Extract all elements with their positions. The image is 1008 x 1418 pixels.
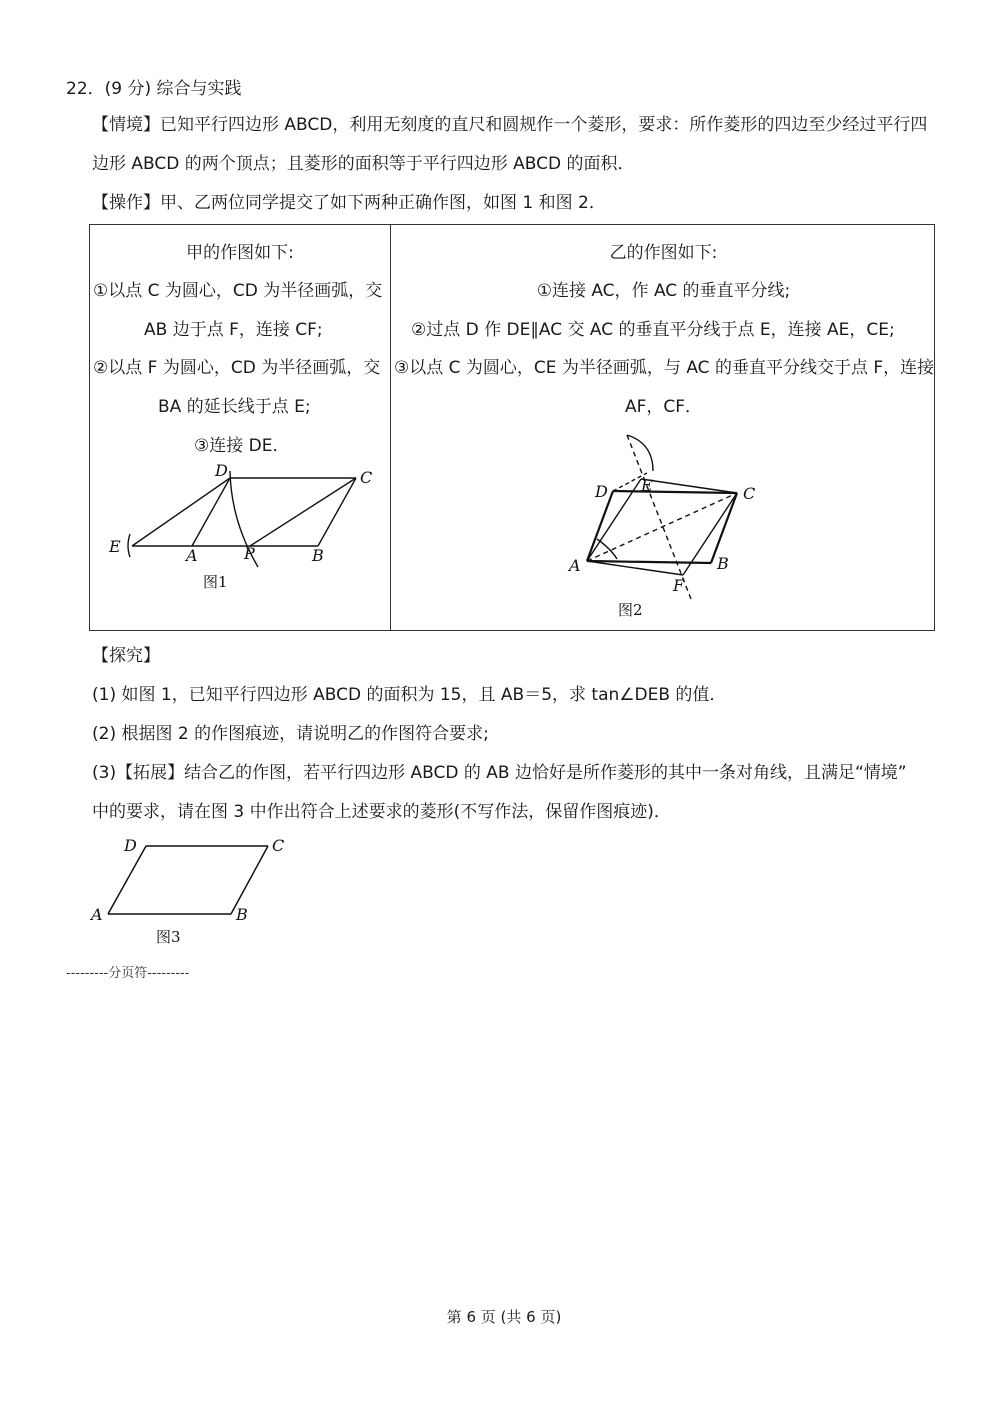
jia-step-1b: AB 边于点 F，连接 CF; [144, 320, 323, 340]
yi-step-1: ①连接 AC，作 AC 的垂直平分线; [536, 281, 791, 301]
jia-step-3: ③连接 DE． [194, 436, 290, 456]
segment-pc [250, 478, 356, 546]
explore-q3-line-2: 中的要求，请在图 3 中作出符合上述要求的菱形(不写作法，保留作图痕迹)． [92, 802, 671, 822]
segment-ad [108, 846, 146, 914]
label-f: F [673, 576, 685, 595]
label-e: E [109, 537, 121, 556]
explore-heading: 【探究】 [92, 646, 160, 666]
segment-bc [711, 493, 737, 563]
explore-q2: (2) 根据图 2 的作图痕迹，请说明乙的作图符合要求; [92, 724, 489, 744]
label-d: D [124, 836, 137, 855]
label-a: A [91, 905, 103, 924]
label-c: C [360, 468, 373, 487]
figure-1 [90, 461, 390, 621]
label-b: B [236, 905, 248, 924]
yi-heading: 乙的作图如下: [609, 243, 718, 263]
figure-1-caption: 图1 [203, 573, 228, 591]
label-c: C [272, 836, 285, 855]
figure-3 [86, 832, 306, 952]
situation-line-1: 【情境】已知平行四边形 ABCD，利用无刻度的直尺和圆规作一个菱形，要求：所作菱形的四边至少经过平行四 [92, 115, 928, 135]
page-break-marker: ---------分页符--------- [66, 966, 190, 981]
segment-ad [192, 478, 230, 546]
jia-step-2: ②以点 F 为圆心，CD 为半径画弧，交 [93, 358, 381, 378]
label-d: D [215, 461, 228, 480]
yi-step-3: ③以点 C 为圆心，CE 为半径画弧，与 AC 的垂直平分线交于点 F，连接 [394, 358, 935, 378]
label-b: B [312, 546, 324, 565]
label-d: D [595, 482, 608, 501]
label-p: P [244, 544, 255, 563]
explore-q1: (1) 如图 1，已知平行四边形 ABCD 的面积为 15，且 AB＝5，求 tan∠DEB 的值． [92, 685, 727, 705]
arc-from-f [128, 534, 130, 557]
question-title: 22．(9 分) 综合与实践 [66, 79, 242, 99]
segment-ed [132, 478, 230, 546]
segment-ad [587, 491, 613, 561]
situation-line-2: 边形 ABCD 的两个顶点；且菱形的面积等于平行四边形 ABCD 的面积． [92, 154, 635, 174]
segment-bc [231, 846, 268, 914]
arc-top [627, 435, 653, 471]
jia-step-1: ①以点 C 为圆心，CD 为半径画弧，交 [93, 281, 383, 301]
jia-cell [90, 225, 391, 631]
label-e: E [641, 476, 653, 495]
figure-3-caption: 图3 [156, 928, 181, 946]
label-b: B [717, 554, 729, 573]
yi-step-2: ②过点 D 作 DE∥AC 交 AC 的垂直平分线于点 E，连接 AE，CE; [411, 320, 895, 340]
figure-2-caption: 图2 [618, 601, 643, 619]
construction-table [89, 224, 935, 631]
situation-text [92, 106, 952, 184]
label-c: C [743, 484, 756, 503]
operation-text: 【操作】甲、乙两位同学提交了如下两种正确作图，如图 1 和图 2． [92, 193, 606, 213]
page-footer: 第 6 页 (共 6 页) [446, 1308, 562, 1326]
yi-step-3b: AF，CF． [624, 397, 703, 417]
yi-cell [391, 225, 935, 631]
figure-2 [391, 429, 936, 634]
jia-heading: 甲的作图如下: [186, 243, 294, 263]
explore-q3-line-1: (3)【拓展】结合乙的作图，若平行四边形 ABCD 的 AB 边恰好是所作菱形的其中一条对角线，且满足“情境” [92, 763, 907, 783]
segment-bc [318, 478, 356, 546]
label-a: A [569, 556, 581, 575]
label-a: A [186, 546, 198, 565]
jia-step-2b: BA 的延长线于点 E; [158, 397, 311, 417]
